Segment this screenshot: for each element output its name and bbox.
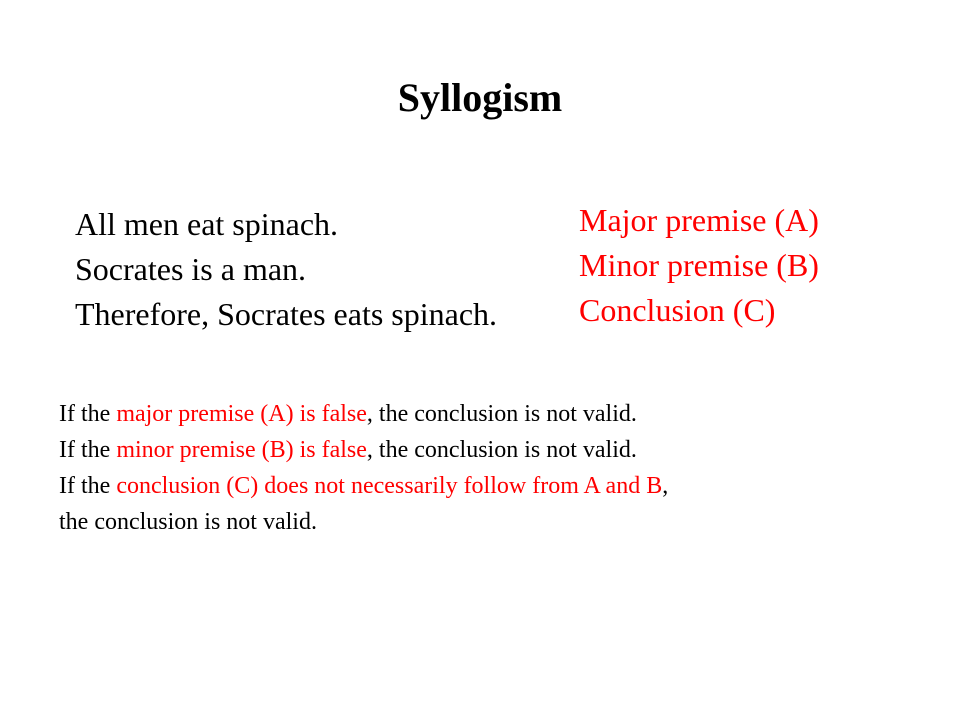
rule-prefix: If the	[59, 401, 117, 427]
rule-highlight: major premise (A) is false	[116, 401, 367, 427]
rule-conclusion-continuation: the conclusion is not valid.	[59, 509, 317, 535]
syllogism-labels	[579, 198, 819, 333]
major-premise-statement: All men eat spinach.	[75, 206, 339, 242]
rule-conclusion	[59, 468, 668, 504]
rule-suffix: , the conclusion is not valid.	[366, 437, 637, 463]
rule-prefix: If the	[59, 473, 117, 499]
conclusion-statement: Therefore, Socrates eats spinach.	[75, 296, 498, 332]
slide-title: Syllogism	[397, 75, 563, 120]
rule-major-premise	[59, 396, 668, 432]
syllogism-statements	[75, 202, 497, 337]
minor-premise-label: Minor premise (B)	[579, 247, 819, 283]
rule-highlight: conclusion (C) does not necessarily follow from A and B	[116, 473, 663, 499]
rule-minor-premise	[59, 432, 668, 468]
rule-highlight: minor premise (B) is false	[116, 437, 367, 463]
rule-suffix: ,	[662, 473, 669, 499]
conclusion-label: Conclusion (C)	[579, 292, 776, 328]
minor-premise-statement: Socrates is a man.	[75, 251, 307, 287]
rule-prefix: If the	[59, 437, 117, 463]
rule-suffix: , the conclusion is not valid.	[366, 401, 637, 427]
major-premise-label: Major premise (A)	[579, 202, 819, 238]
validity-rules	[59, 396, 668, 540]
